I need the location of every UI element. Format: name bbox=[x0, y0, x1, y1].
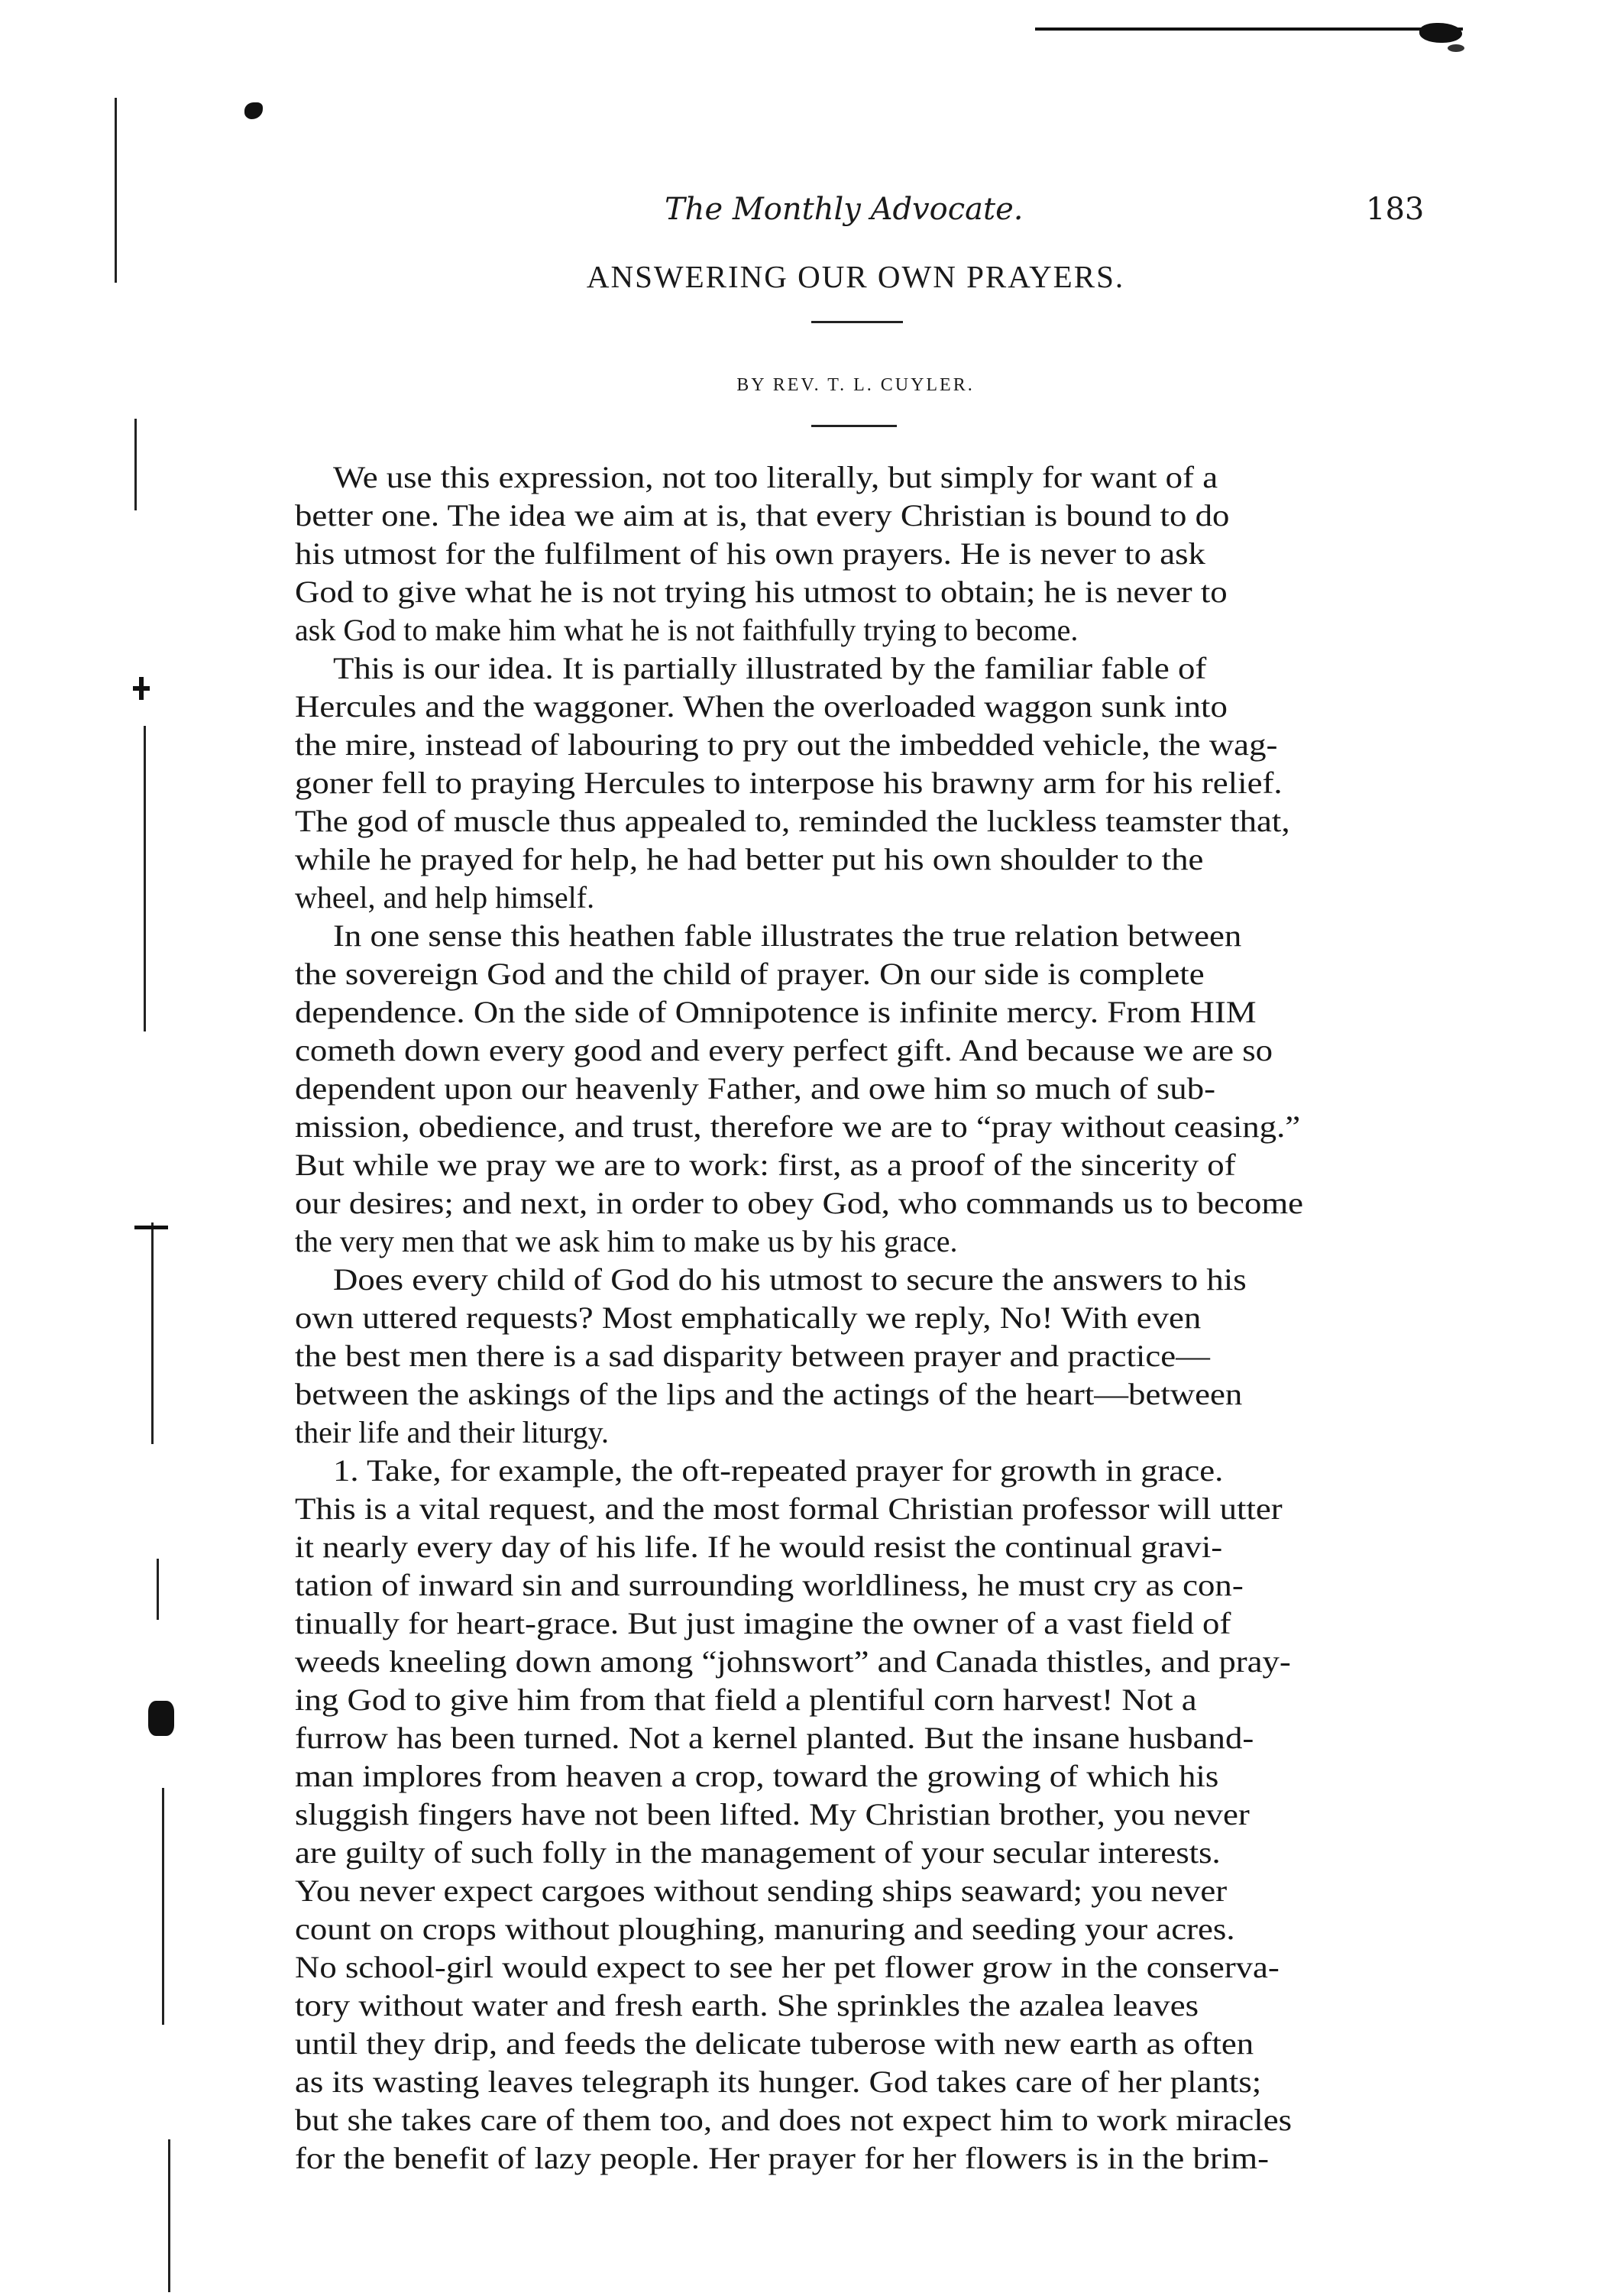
text-line: count on crops without ploughing, manuring and seeding your acres. bbox=[295, 1912, 1235, 1946]
left-margin-line bbox=[157, 1559, 159, 1620]
text-line: ing God to give him from that field a plentiful corn harvest! Not a bbox=[295, 1682, 1197, 1717]
text-line: it nearly every day of his life. If he would resist the continual gravi- bbox=[295, 1530, 1223, 1564]
margin-ink-mark bbox=[139, 677, 144, 700]
text-line: 1. Take, for example, the oft-repeated prayer for growth in grace. bbox=[333, 1453, 1224, 1488]
text-line: In one sense this heathen fable illustrates the true relation between bbox=[333, 918, 1242, 953]
text-line: This is our idea. It is partially illustrated by the familiar fable of bbox=[333, 651, 1207, 685]
text-line: while he prayed for help, he had better put his own shoulder to the bbox=[295, 842, 1204, 876]
text-line: his utmost for the fulfilment of his own prayers. He is never to ask bbox=[295, 536, 1205, 571]
text-line: man implores from heaven a crop, toward the growing of which his bbox=[295, 1759, 1219, 1793]
text-line: the sovereign God and the child of prayer. On our side is complete bbox=[295, 957, 1205, 991]
text-line: furrow has been turned. Not a kernel planted. But the insane husband- bbox=[295, 1721, 1254, 1755]
text-line: tinually for heart-grace. But just imagine the owner of a vast field of bbox=[295, 1606, 1231, 1640]
text-line: ask God to make him what he is not faithfully trying to become. bbox=[295, 613, 1079, 647]
left-margin-line bbox=[144, 726, 146, 1031]
text-line: the mire, instead of labouring to pry out the imbedded vehicle, the wag- bbox=[295, 727, 1278, 762]
text-line: their life and their liturgy. bbox=[295, 1415, 609, 1449]
text-line: the best men there is a sad disparity between prayer and practice— bbox=[295, 1339, 1210, 1373]
text-line: cometh down every good and every perfect gift. And because we are so bbox=[295, 1033, 1273, 1067]
text-line: God to give what he is not trying his utmost to obtain; he is never to bbox=[295, 575, 1228, 609]
page-number: 183 bbox=[1366, 192, 1425, 227]
text-line: but she takes care of them too, and does not expect him to work miracles bbox=[295, 2103, 1293, 2137]
text-line: as its wasting leaves telegraph its hunger. God takes care of her plants; bbox=[295, 2064, 1262, 2099]
text-line: You never expect cargoes without sending ships seaward; you never bbox=[295, 1873, 1228, 1908]
text-line: mission, obedience, and trust, therefore we are to “pray without ceasing.” bbox=[295, 1109, 1301, 1144]
top-scan-rule bbox=[1035, 28, 1463, 31]
margin-ink-mark bbox=[244, 102, 263, 119]
left-margin-line bbox=[162, 1788, 164, 2025]
text-line: until they drip, and feeds the delicate tuberose with new earth as often bbox=[295, 2026, 1254, 2061]
margin-ink-mark bbox=[134, 1226, 168, 1229]
text-line: our desires; and next, in order to obey God, who commands us to become bbox=[295, 1186, 1304, 1220]
top-ink-blot bbox=[1419, 23, 1462, 43]
left-margin-line bbox=[134, 419, 137, 510]
text-line: better one. The idea we aim at is, that every Christian is bound to do bbox=[295, 498, 1230, 533]
text-line: own uttered requests? Most emphatically we reply, No! With even bbox=[295, 1300, 1202, 1335]
text-line: dependence. On the side of Omnipotence is infinite mercy. From HIM bbox=[295, 995, 1257, 1029]
text-line: weeds kneeling down among “johnswort” and Canada thistles, and pray- bbox=[295, 1644, 1291, 1679]
title-divider bbox=[811, 321, 903, 323]
text-line: dependent upon our heavenly Father, and owe him so much of sub- bbox=[295, 1071, 1216, 1106]
text-line: Hercules and the waggoner. When the overloaded waggon sunk into bbox=[295, 689, 1228, 724]
text-line: the very men that we ask him to make us by his grace. bbox=[295, 1224, 958, 1258]
text-line: sluggish fingers have not been lifted. My Christian brother, you never bbox=[295, 1797, 1250, 1831]
left-margin-line bbox=[115, 98, 117, 283]
text-line: The god of muscle thus appealed to, reminded the luckless teamster that, bbox=[295, 804, 1290, 838]
text-line: for the benefit of lazy people. Her prayer for her flowers is in the brim- bbox=[295, 2141, 1270, 2175]
text-line: This is a vital request, and the most formal Christian professor will utter bbox=[295, 1491, 1283, 1526]
text-line: tation of inward sin and surrounding worldliness, he must cry as con- bbox=[295, 1568, 1244, 1602]
text-line: wheel, and help himself. bbox=[295, 880, 595, 915]
text-line: tory without water and fresh earth. She sprinkles the azalea leaves bbox=[295, 1988, 1199, 2022]
text-line: between the askings of the lips and the actings of the heart—between bbox=[295, 1377, 1243, 1411]
article-title: ANSWERING OUR OWN PRAYERS. bbox=[586, 259, 1125, 294]
text-line: But while we pray we are to work: first, as a proof of the sincerity of bbox=[295, 1148, 1236, 1182]
left-margin-line bbox=[168, 2139, 170, 2292]
top-ink-speck bbox=[1448, 44, 1464, 52]
text-line: goner fell to praying Hercules to interpose his brawny arm for his relief. bbox=[295, 766, 1283, 800]
byline-divider bbox=[811, 425, 897, 427]
article-byline: BY REV. T. L. CUYLER. bbox=[736, 375, 975, 395]
text-line: Does every child of God do his utmost to secure the answers to his bbox=[333, 1262, 1247, 1297]
text-line: No school-girl would expect to see her pet flower grow in the conserva- bbox=[295, 1950, 1280, 1984]
running-title: The Monthly Advocate. bbox=[665, 192, 1024, 227]
text-line: are guilty of such folly in the management of your secular interests. bbox=[295, 1835, 1221, 1870]
text-line: We use this expression, not too literally, but simply for want of a bbox=[333, 460, 1218, 494]
left-margin-line bbox=[151, 1222, 154, 1444]
margin-ink-mark bbox=[148, 1701, 174, 1736]
